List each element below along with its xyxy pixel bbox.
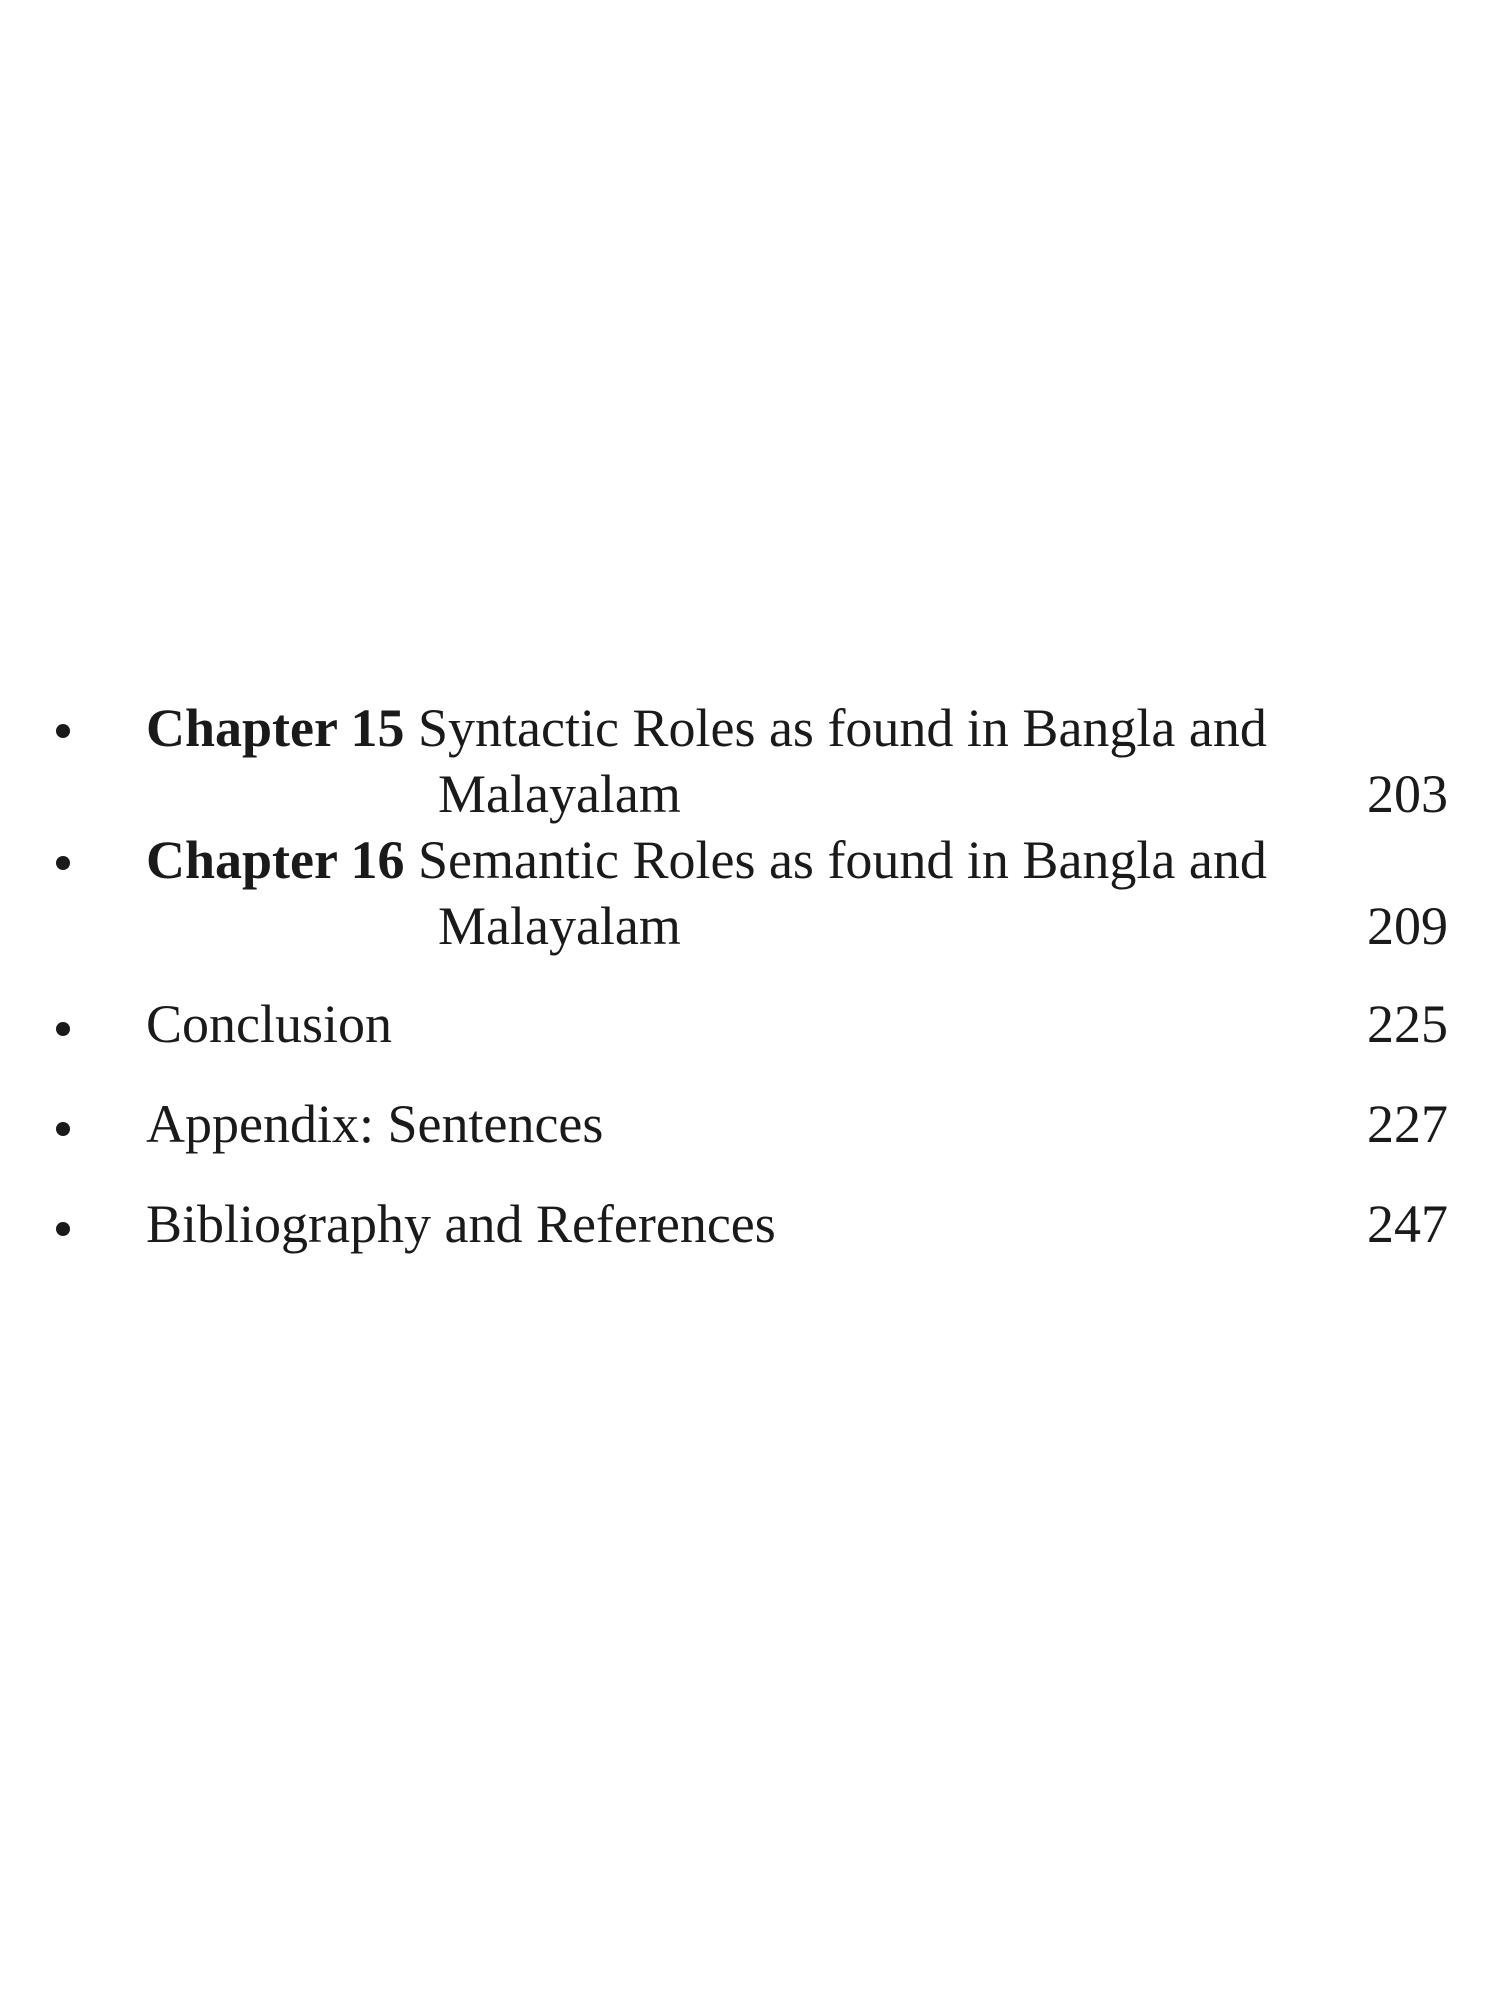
chapter-label: Chapter 16 (146, 830, 405, 890)
bullet-icon (56, 1122, 70, 1136)
toc-entry-bibliography: Bibliography and References (146, 1194, 776, 1254)
page-number: 227 (1367, 1094, 1448, 1154)
bullet-icon (56, 724, 70, 738)
page-number: 225 (1367, 994, 1448, 1054)
bullet-icon (56, 1022, 70, 1036)
chapter-title-continued: Malayalam (438, 764, 681, 824)
bullet-icon (56, 856, 70, 870)
toc-entry-conclusion: Conclusion (146, 994, 393, 1054)
toc-entry-chapter-16-line2 (438, 896, 681, 956)
chapter-title-continued: Malayalam (438, 896, 681, 956)
toc-entry-chapter-15-line2 (438, 764, 681, 824)
toc-entry-chapter-15-line1 (146, 698, 1267, 758)
chapter-title: Semantic Roles as found in Bangla and (418, 830, 1267, 890)
page-number: 209 (1367, 896, 1448, 956)
page-number: 203 (1367, 764, 1448, 824)
chapter-label: Chapter 15 (146, 698, 405, 758)
chapter-title: Syntactic Roles as found in Bangla and (418, 698, 1267, 758)
bullet-icon (56, 1222, 70, 1236)
toc-entry-chapter-16-line1 (146, 830, 1267, 890)
toc-entry-appendix: Appendix: Sentences (146, 1094, 604, 1154)
page-number: 247 (1367, 1194, 1448, 1254)
